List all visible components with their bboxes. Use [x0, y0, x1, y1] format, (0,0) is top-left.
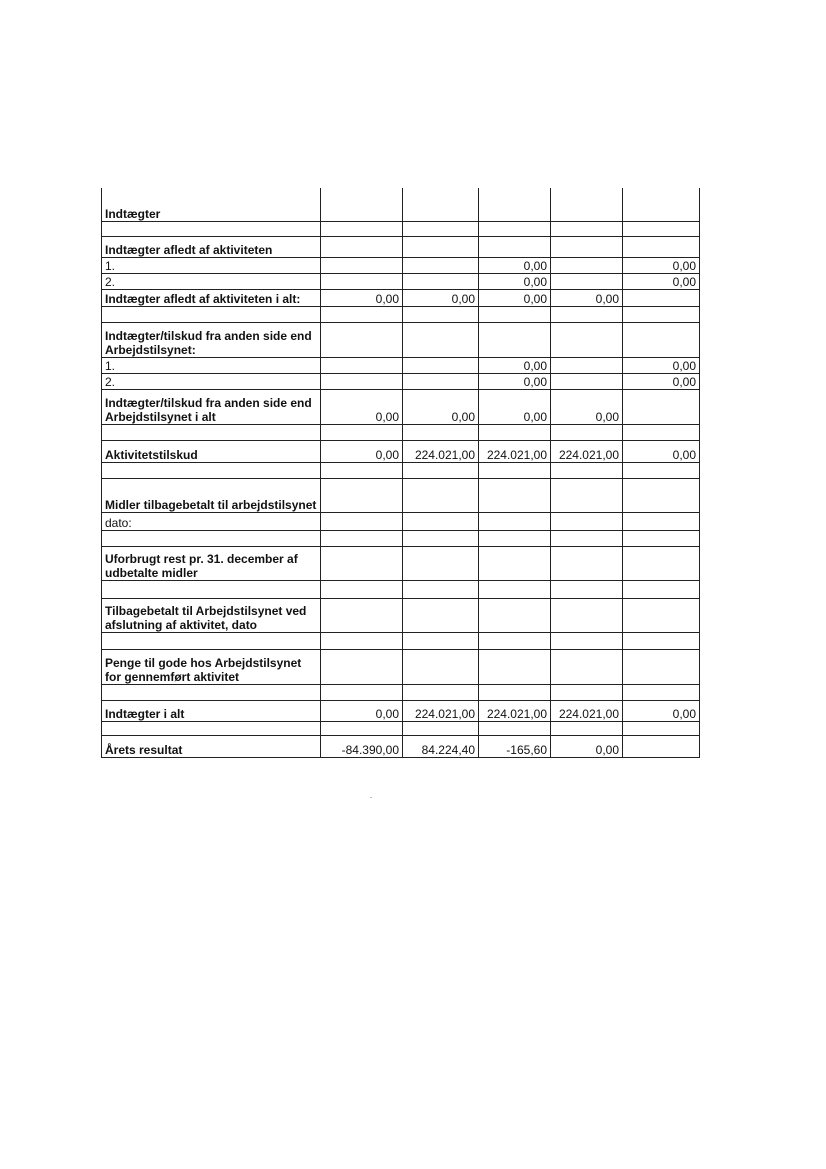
value-cell: [551, 599, 623, 633]
value-cell: [551, 547, 623, 581]
row-label: [102, 531, 321, 547]
row-label: Indtægter afledt af aktiviteten: [102, 237, 321, 258]
value-cell: [623, 200, 700, 222]
value-cell: [623, 736, 700, 758]
value-cell: [403, 463, 479, 479]
value-cell: 224.021,00: [403, 701, 479, 722]
value-cell: [551, 374, 623, 390]
value-cell: [321, 200, 403, 222]
value-cell: [321, 425, 403, 441]
value-cell: [551, 513, 623, 531]
value-cell: [551, 188, 623, 200]
budget-table: [101, 188, 700, 758]
row-label: Indtægter afledt af aktiviteten i alt:: [102, 290, 321, 307]
table-header-row: [102, 188, 700, 200]
spacer-row: [102, 531, 700, 547]
value-cell: 0,00: [403, 290, 479, 307]
value-cell: [623, 425, 700, 441]
value-cell: [623, 479, 700, 513]
value-cell: [479, 685, 551, 701]
value-cell: [479, 307, 551, 323]
value-cell: [321, 222, 403, 237]
table-row: [102, 441, 700, 463]
row-label: [102, 581, 321, 599]
value-cell: 224.021,00: [479, 441, 551, 463]
value-cell: [403, 581, 479, 599]
value-cell: [321, 685, 403, 701]
value-cell: [403, 650, 479, 685]
value-cell: [623, 650, 700, 685]
value-cell: [321, 650, 403, 685]
value-cell: 0,00: [551, 736, 623, 758]
value-cell: 0,00: [551, 290, 623, 307]
value-cell: [403, 685, 479, 701]
row-label: Midler tilbagebetalt til arbejdstilsynet: [102, 479, 321, 513]
value-cell: 0,00: [321, 390, 403, 425]
row-label: dato:: [102, 513, 321, 531]
value-cell: [321, 323, 403, 358]
value-cell: [479, 547, 551, 581]
value-cell: [403, 633, 479, 650]
value-cell: [321, 374, 403, 390]
value-cell: 0,00: [623, 441, 700, 463]
table-row: [102, 599, 700, 633]
value-cell: [551, 479, 623, 513]
value-cell: [623, 599, 700, 633]
value-cell: [403, 425, 479, 441]
value-cell: 224.021,00: [551, 441, 623, 463]
value-cell: [403, 513, 479, 531]
value-cell: [479, 200, 551, 222]
value-cell: 0,00: [551, 390, 623, 425]
value-cell: 0,00: [479, 258, 551, 274]
value-cell: [623, 633, 700, 650]
value-cell: [623, 390, 700, 425]
value-cell: 224.021,00: [403, 441, 479, 463]
value-cell: 0,00: [321, 701, 403, 722]
value-cell: 84.224,40: [403, 736, 479, 758]
table-row: [102, 547, 700, 581]
value-cell: [623, 463, 700, 479]
value-cell: [551, 722, 623, 736]
value-cell: 0,00: [623, 701, 700, 722]
value-cell: 0,00: [623, 358, 700, 374]
value-cell: [479, 323, 551, 358]
value-cell: [403, 200, 479, 222]
value-cell: [321, 274, 403, 290]
row-label: 2.: [102, 274, 321, 290]
spacer-row: [102, 425, 700, 441]
value-cell: [403, 374, 479, 390]
value-cell: [321, 479, 403, 513]
row-label: Indtægter i alt: [102, 701, 321, 722]
table-body: [102, 188, 700, 758]
spacer-row: [102, 463, 700, 479]
row-label: Tilbagebetalt til Arbejdstilsynet ved afslutning af aktivitet, dato: [102, 599, 321, 633]
value-cell: [321, 463, 403, 479]
value-cell: [479, 599, 551, 633]
value-cell: [321, 258, 403, 274]
value-cell: 0,00: [321, 290, 403, 307]
row-label: [102, 188, 321, 200]
value-cell: 0,00: [623, 274, 700, 290]
spacer-row: [102, 222, 700, 237]
table-row: [102, 479, 700, 513]
value-cell: -165,60: [479, 736, 551, 758]
row-label: [102, 463, 321, 479]
value-cell: [551, 650, 623, 685]
value-cell: [479, 513, 551, 531]
row-label: [102, 685, 321, 701]
value-cell: [403, 531, 479, 547]
value-cell: 0,00: [479, 274, 551, 290]
row-label: [102, 307, 321, 323]
value-cell: [623, 581, 700, 599]
value-cell: [403, 722, 479, 736]
value-cell: 0,00: [479, 374, 551, 390]
value-cell: [479, 722, 551, 736]
table-row: [102, 390, 700, 425]
row-label: [102, 222, 321, 237]
value-cell: [623, 531, 700, 547]
value-cell: 0,00: [321, 441, 403, 463]
value-cell: [623, 290, 700, 307]
value-cell: [479, 222, 551, 237]
value-cell: [551, 581, 623, 599]
value-cell: [321, 633, 403, 650]
row-label: Penge til gode hos Arbejdstilsynet for gennemført aktivitet: [102, 650, 321, 685]
value-cell: [551, 685, 623, 701]
table-row: [102, 200, 700, 222]
value-cell: [551, 258, 623, 274]
value-cell: [321, 531, 403, 547]
table-row: [102, 650, 700, 685]
value-cell: [403, 547, 479, 581]
row-label: [102, 633, 321, 650]
value-cell: [479, 581, 551, 599]
value-cell: [623, 323, 700, 358]
table-row: [102, 290, 700, 307]
value-cell: [551, 237, 623, 258]
value-cell: [321, 237, 403, 258]
value-cell: 0,00: [479, 290, 551, 307]
value-cell: [321, 307, 403, 323]
row-label: Uforbrugt rest pr. 31. december af udbetalte midler: [102, 547, 321, 581]
table-row: [102, 701, 700, 722]
table-row: [102, 237, 700, 258]
spacer-row: [102, 307, 700, 323]
value-cell: [623, 237, 700, 258]
value-cell: [479, 531, 551, 547]
value-cell: [321, 358, 403, 374]
value-cell: [479, 650, 551, 685]
value-cell: [321, 188, 403, 200]
value-cell: [403, 188, 479, 200]
row-label: Årets resultat: [102, 736, 321, 758]
value-cell: [479, 237, 551, 258]
value-cell: 0,00: [623, 374, 700, 390]
value-cell: [551, 274, 623, 290]
spacer-row: [102, 685, 700, 701]
value-cell: 224.021,00: [479, 701, 551, 722]
value-cell: [551, 307, 623, 323]
value-cell: [403, 479, 479, 513]
value-cell: [479, 633, 551, 650]
table-row: [102, 513, 700, 531]
value-cell: [551, 463, 623, 479]
value-cell: [551, 633, 623, 650]
row-label: Indtægter: [102, 200, 321, 222]
value-cell: [551, 222, 623, 237]
value-cell: [551, 358, 623, 374]
value-cell: [403, 237, 479, 258]
value-cell: -84.390,00: [321, 736, 403, 758]
spacer-row: [102, 722, 700, 736]
value-cell: 224.021,00: [551, 701, 623, 722]
value-cell: [479, 479, 551, 513]
value-cell: [623, 188, 700, 200]
table-row: [102, 358, 700, 374]
value-cell: 0,00: [623, 258, 700, 274]
row-label: [102, 722, 321, 736]
value-cell: [551, 323, 623, 358]
value-cell: [551, 200, 623, 222]
table-row: [102, 736, 700, 758]
value-cell: [321, 599, 403, 633]
scan-speck: [370, 797, 372, 798]
value-cell: [403, 358, 479, 374]
value-cell: [551, 531, 623, 547]
value-cell: [479, 463, 551, 479]
value-cell: 0,00: [403, 390, 479, 425]
row-label: Indtægter/tilskud fra anden side end Arbejdstilsynet:: [102, 323, 321, 358]
value-cell: 0,00: [479, 358, 551, 374]
value-cell: [479, 188, 551, 200]
spacer-row: [102, 581, 700, 599]
row-label: Indtægter/tilskud fra anden side end Arbejdstilsynet i alt: [102, 390, 321, 425]
value-cell: [321, 547, 403, 581]
value-cell: [321, 513, 403, 531]
row-label: Aktivitetstilskud: [102, 441, 321, 463]
spacer-row: [102, 633, 700, 650]
value-cell: [623, 513, 700, 531]
value-cell: 0,00: [479, 390, 551, 425]
value-cell: [403, 307, 479, 323]
value-cell: [321, 581, 403, 599]
row-label: 2.: [102, 374, 321, 390]
value-cell: [623, 222, 700, 237]
value-cell: [623, 722, 700, 736]
value-cell: [403, 258, 479, 274]
value-cell: [623, 547, 700, 581]
value-cell: [479, 425, 551, 441]
table-row: [102, 258, 700, 274]
value-cell: [403, 222, 479, 237]
row-label: [102, 425, 321, 441]
table-row: [102, 323, 700, 358]
row-label: 1.: [102, 258, 321, 274]
row-label: 1.: [102, 358, 321, 374]
value-cell: [403, 274, 479, 290]
table-row: [102, 274, 700, 290]
value-cell: [623, 307, 700, 323]
value-cell: [623, 685, 700, 701]
value-cell: [403, 323, 479, 358]
value-cell: [551, 425, 623, 441]
value-cell: [321, 722, 403, 736]
value-cell: [403, 599, 479, 633]
table-row: [102, 374, 700, 390]
